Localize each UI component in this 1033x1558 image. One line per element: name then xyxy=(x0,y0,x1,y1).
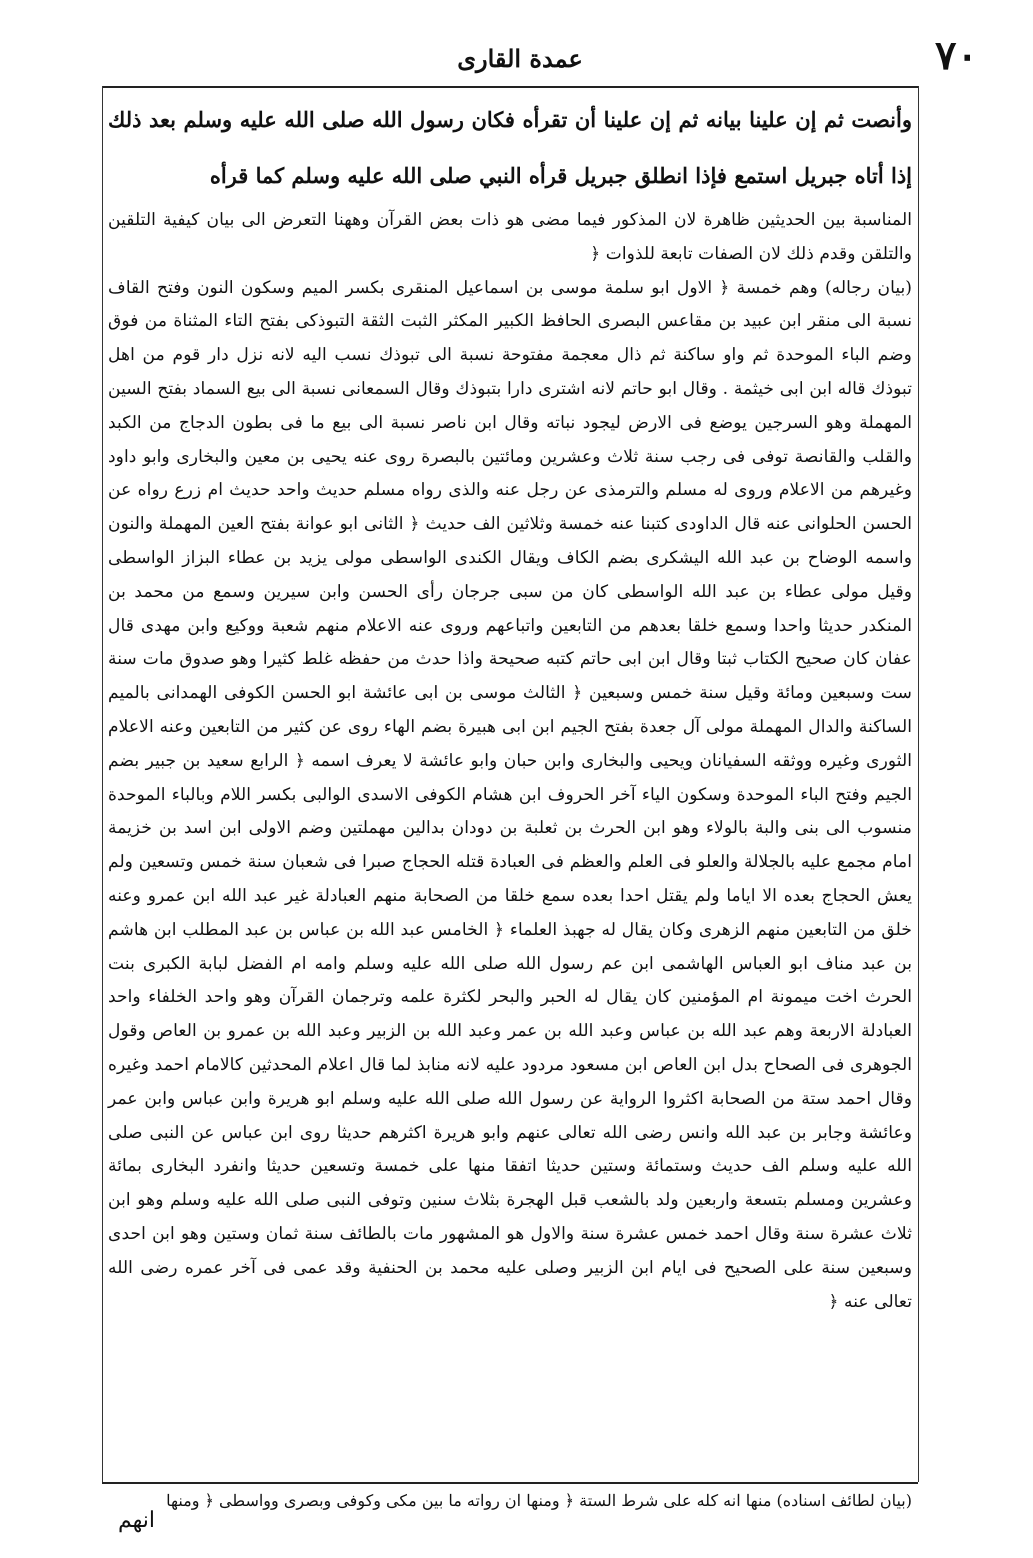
left-border xyxy=(102,86,103,1482)
bottom-rule xyxy=(102,1482,918,1484)
page-body xyxy=(108,92,912,1480)
book-title: عمدة القارى xyxy=(457,44,583,73)
paragraph-munasaba: المناسبة بين الحديثين ظاهرة لان المذكور فيما مضى هو ذات بعض القرآن وههنا التعرض الى بيان كيفية التلقين والتلقن وقدم ذلك لان الصفات تابعة للذوات ﴿ xyxy=(108,210,912,264)
page-number: ٧٠ xyxy=(935,32,978,79)
footer-line: (بيان لطائف اسناده) منها انه كله على شرط الستة ﴿ ومنها ان رواته ما بين مكى وكوفى وبصرى وواسطى ﴿ ومنها xyxy=(166,1491,912,1510)
top-rule xyxy=(102,86,918,88)
page-header xyxy=(40,32,1000,80)
hadith-text: وأنصت ثم إن علينا بيانه ثم إن علينا أن تقرأه فكان رسول الله صلى الله عليه وسلم بعد ذلك إذا أتاه جبريل استمع فإذا انطلق جبريل قرأه النبي صلى الله عليه وسلم كما قرأه xyxy=(108,107,912,188)
paragraph-rijal: (بيان رجاله) وهم خمسة ﴿ الاول ابو سلمة موسى بن اسماعيل المنقرى بكسر الميم وسكون النون وفتح القاف نسبة الى منقر ابن عبيد بن مقاعس البصرى الحافظ الكبير المكثر الثبت الثقة التبوذكى بفتح التاء المثناة من فوق وضم الباء الموحدة ثم واو ساكنة ثم ذال معجمة مفتوحة نسبة الى تبوذك نسب اليه لانه نزل دار قوم من اهل تبوذك قاله ابن ابى خيثمة . وقال ابو حاتم لانه اشترى دارا بتبوذك وقال السمعانى نسبة الى بيع السماد بفتح السين المهملة وهو السرجين يوضع فى الارض ليجود نباته وقال ابن ناصر نسبة الى بيع ما فى بطون الدجاج من الكبد والقلب والقانصة توفى فى رجب سنة ثلاث وعشرين ومائتين بالبصرة روى عنه يحيى بن معين والبخارى وابو داود وغيرهم من الاعلام وروى له مسلم والترمذى عن رجل عنه والذى رواه مسلم حديث واحد حديث ام زرع رواه عن الحسن الحلوانى عنه قال الداودى كتبنا عنه خمسة وثلاثين الف حديث ﴿ الثانى ابو عوانة بفتح العين المهملة والنون واسمه الوضاح بن عبد الله اليشكرى بضم الكاف ويقال الكندى الواسطى مولى يزيد بن عطاء البزاز الواسطى وقيل مولى عطاء بن عبد الله الواسطى كان من سبى جرجان رأى الحسن وابن سيرين وسمع من محمد بن المنكدر حديثا واحدا وسمع خلقا بعدهم من التابعين واتباعهم وروى عنه الاعلام منهم شعبة ووكيع وابن مهدى قال عفان كان صحيح الكتاب ثبتا وقال ابن ابى حاتم كتبه صحيحة واذا حدث من حفظه غلط كثيرا وهو صدوق مات سنة ست وسبعين ومائة وقيل سنة خمس وسبعين ﴿ الثالث موسى بن ابى عائشة ابو الحسن الكوفى الهمدانى بالميم الساكنة والدال المهملة مولى آل جعدة بفتح الجيم ابن ابى هبيرة بضم الهاء روى عن كثير من التابعين وعنه الاعلام الثورى وغيره ووثقه السفيانان ويحيى والبخارى وابن حبان وابو عائشة لا يعرف اسمه ﴿ الرابع سعيد بن جبير بضم الجيم وفتح الباء الموحدة وسكون الياء آخر الحروف ابن هشام الكوفى الاسدى الوالبى بكسر اللام وبالباء الموحدة منسوب الى بنى والبة بالولاء وهو ابن الحرث بن ثعلبة بن دودان بدالين مهملتين وضم الاولى ابن اسد بن خزيمة امام مجمع عليه بالجلالة والعلو فى العلم والعظم فى العبادة قتله الحجاج صبرا فى شعبان سنة خمس وتسعين ولم يعش الحجاج بعده الا اياما ولم يقتل احدا بعده سمع خلقا من الصحابة منهم العبادلة غير عبد الله ابن عمرو وعنه خلق من التابعين منهم الزهرى وكان يقال له جهبذ العلماء ﴿ الخامس عبد الله بن عباس بن عبد المطلب ابن هاشم بن عبد مناف ابو العباس الهاشمى ابن عم رسول الله صلى الله عليه وسلم وامه ام الفضل لبابة الكبرى بنت الحرث اخت ميمونة ام المؤمنين كان يقال له الحبر والبحر لكثرة علمه وترجمان القرآن وهو واحد الخلفاء واحد العبادلة الاربعة وهم عبد الله بن عباس وعبد الله بن عمر وعبد الله بن الزبير وعبد الله بن عمرو بن العاص وقول الجوهرى فى الصحاح بدل ابن العاص ابن مسعود مردود عليه لانه منابذ لما قال اعلام المحدثين كالامام احمد وغيره وقال احمد ستة من الصحابة اكثروا الرواية عن رسول الله صلى الله عليه وسلم ابو هريرة وابن عباس وابن عمر وعائشة وجابر بن عبد الله وانس رضى الله تعالى عنهم وابو هريرة اكثرهم حديثا روى ابن عباس عن النبى صلى الله عليه وسلم الف حديث وستمائة وستين حديثا اتفقا منها على خمسة وتسعين حديثا وانفرد البخارى بمائة وعشرين ومسلم بتسعة واربعين ولد بالشعب قبل الهجرة بثلاث سنين وتوفى النبى صلى الله عليه وسلم وهو ابن ثلاث عشرة سنة وقال احمد خمس عشرة سنة والاول هو المشهور مات بالطائف سنة ثمان وستين وهو ابن احدى وسبعين سنة على الصحيح فى ايام ابن الزبير وصلى عليه محمد بن الحنفية وقد عمى فى آخر عمره رضى الله تعالى عنه ﴿ xyxy=(108,277,912,1312)
right-border xyxy=(918,86,919,1482)
catchword: انهم xyxy=(118,1508,156,1533)
footer-region xyxy=(108,1486,912,1516)
